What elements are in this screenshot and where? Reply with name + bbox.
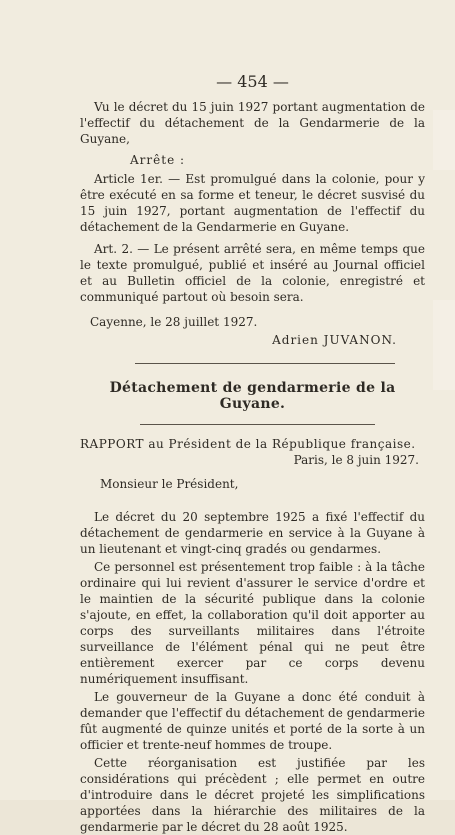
section-divider	[135, 363, 395, 364]
page-stain	[433, 110, 455, 170]
place-date: Paris, le 8 juin 1927.	[293, 453, 419, 467]
section-title: Détachement de gendarmerie de la Guyane.	[109, 380, 396, 412]
report-paragraph: Le décret du 20 septembre 1925 a fixé l'effectif du détachement de gendarmerie en service à la Guyane à un lieutenant et vingt-cinq gradés ou gendarmes.	[80, 510, 425, 556]
page-stain	[433, 300, 455, 390]
signature: Adrien JUVANON.	[272, 333, 397, 347]
signing-date: Cayenne, le 28 juillet 1927.	[90, 315, 258, 329]
article-2: Art. 2. — Le présent arrêté sera, en même temps que le texte promulgué, publié et inséré au Journal officiel et au Bulletin officiel de la colonie, enregistré et communiqué partout où besoin sera.	[80, 242, 425, 304]
report-paragraph: Le gouverneur de la Guyane a donc été conduit à demander que l'effectif du détachement de gendarmerie fût augmenté de quinze unités et porté de la sorte à un officier et trente-neuf hommes de troupe.	[80, 690, 425, 752]
vu-paragraph: Vu le décret du 15 juin 1927 portant augmentation de l'effectif du détachement de la Gendarmerie de la Guyane,	[80, 100, 425, 146]
report-paragraph: Ce personnel est présentement trop faible : à la tâche ordinaire qui lui revient d'assurer le service d'ordre et le maintien de la sécurité publique dans la colonie s'ajoute, en effet, la collaboration qu'il doit apporter au corps des surveillants militaires dans l'étroite surveillance de l'élément pénal qui ne peut être entièrement exercer par ce corps devenu numériquement insuffisant.	[80, 560, 425, 686]
report-body	[80, 509, 425, 835]
salutation: Monsieur le Président,	[100, 477, 239, 491]
page-number: — 454 —	[216, 72, 289, 91]
arrete-heading: Arrête :	[130, 153, 186, 167]
rapport-heading: RAPPORT au Président de la République française.	[80, 437, 416, 451]
report-paragraph: Cette réorganisation est justifiée par les considérations qui précèdent ; elle permet en outre d'introduire dans le décret projeté les simplifications apportées dans la hiérarchie des militaires de la gendarmerie par le décret du 28 août 1925.	[80, 756, 425, 834]
article-1: Article 1er. — Est promulgué dans la colonie, pour y être exécuté en sa forme et teneur, le décret susvisé du 15 juin 1927, portant augmentation de l'effectif du détachement de la Gendarmerie en Guyane.	[80, 172, 425, 234]
title-underline	[140, 424, 375, 425]
